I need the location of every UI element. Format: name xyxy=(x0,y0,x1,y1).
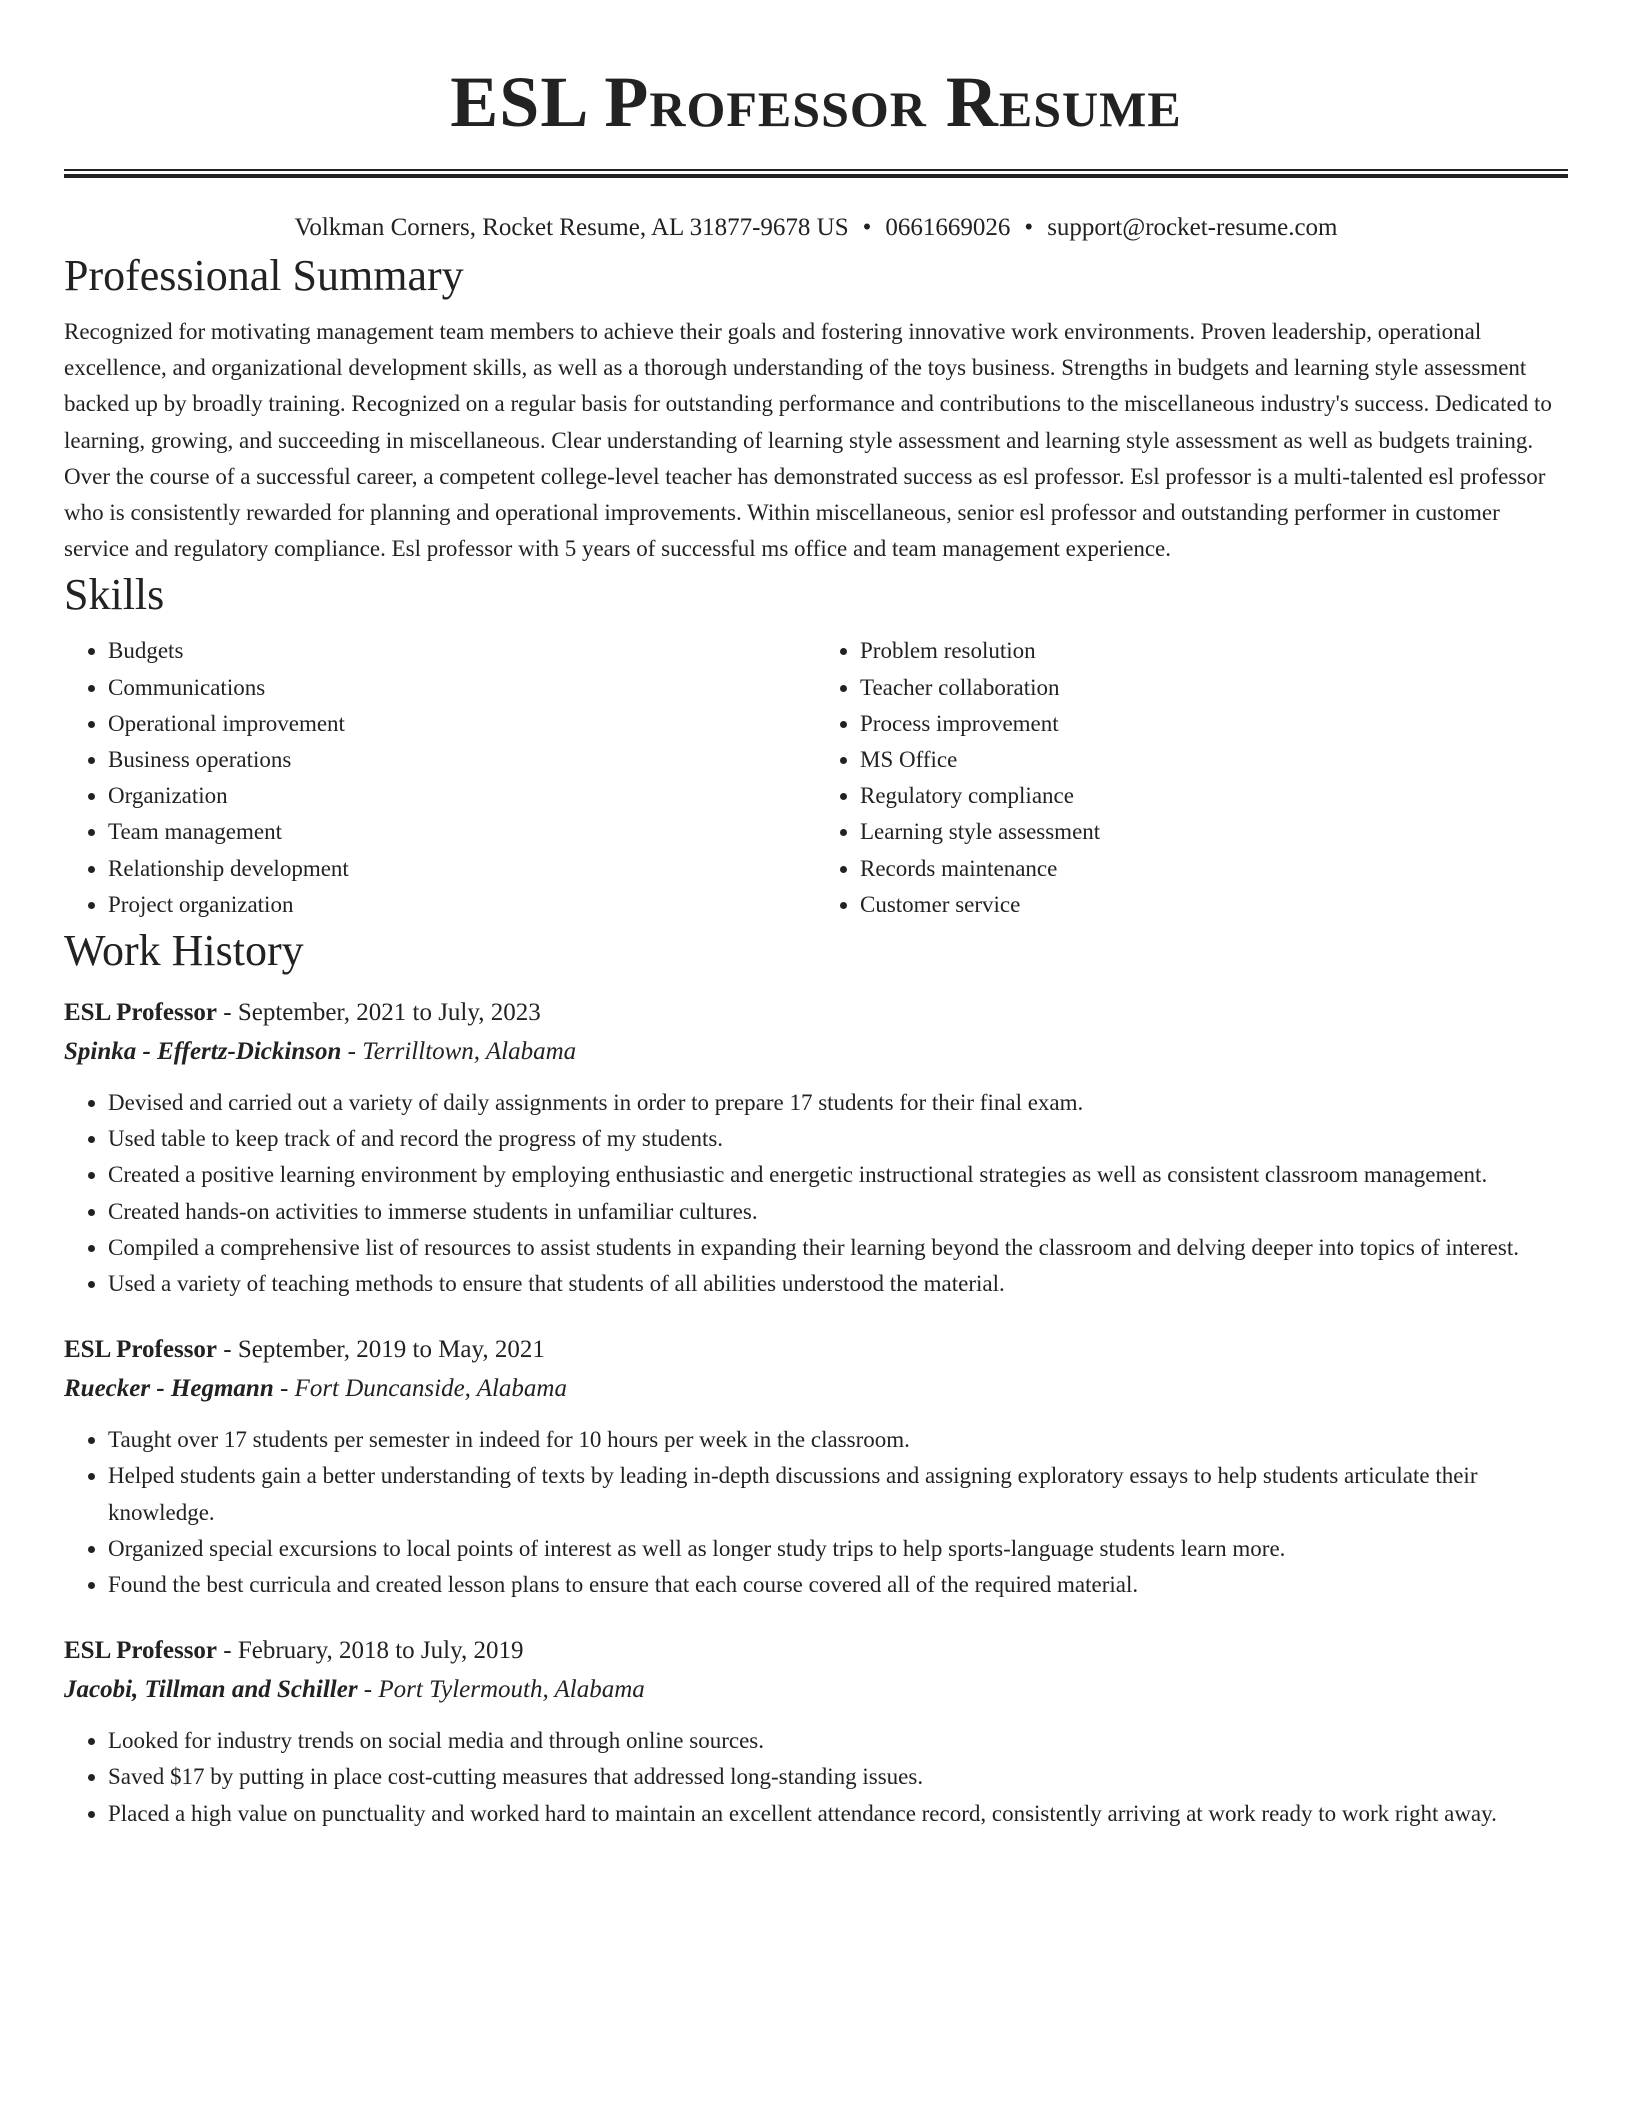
skills-column-right xyxy=(816,633,1568,923)
job-dates: February, 2018 to July, 2019 xyxy=(237,1637,524,1665)
skill-item: • Project organization xyxy=(108,887,860,923)
job-company: Spinka - Effertz-Dickinson xyxy=(64,1038,342,1066)
job-title: ESL Professor xyxy=(64,1336,218,1364)
summary-text: Recognized for motivating management team members to achieve their goals and fostering innovative work environments. Proven leadership, operational excellence, and organizational development skills, as well as a thorough understanding of the toys business. Strengths in budgets and learning style assessment backed up by broadly training. Recognized on a regular basis for outstanding performance and contributions to the miscellaneous industry's success. Dedicated to learning, growing, and succeeding in miscellaneous. Clear understanding of learning style assessment and learning style assessment as well as budgets training. Over the course of a successful career, a competent college-level teacher has demonstrated success as esl professor. Esl professor is a multi-talented esl professor who is consistently rewarded for planning and operational improvements. Within miscellaneous, senior esl professor and outstanding performer in customer service and regulatory compliance. Esl professor with 5 years of successful ms office and team management experience. xyxy=(64,319,1552,562)
job-duty-item: • Saved $17 by putting in place cost-cutting measures that addressed long-standing issues. xyxy=(108,1759,1568,1795)
job-title-line xyxy=(64,1631,1568,1670)
job-company: Ruecker - Hegmann xyxy=(64,1375,274,1403)
skills-list-right xyxy=(816,633,1612,923)
skills-section xyxy=(64,567,1568,923)
job-dates: September, 2019 to May, 2021 xyxy=(237,1336,545,1364)
summary-heading: Professional Summary xyxy=(64,251,464,300)
job-duty-item: • Created hands-on activities to immerse students in unfamiliar cultures. xyxy=(108,1194,1568,1230)
skills-columns xyxy=(64,633,1568,923)
job-duty-item: • Created a positive learning environment by employing enthusiastic and energetic instructional strategies as well as consistent classroom management. xyxy=(108,1157,1568,1193)
summary-section xyxy=(64,248,1568,567)
job-duty-item: • Placed a high value on punctuality and worked hard to maintain an excellent attendance record, consistently arriving at work ready to work right away. xyxy=(108,1796,1568,1832)
contact-email: support@rocket-resume.com xyxy=(1047,214,1338,241)
job-duty-item: • Looked for industry trends on social media and through online sources. xyxy=(108,1723,1568,1759)
contact-phone: 0661669026 xyxy=(885,214,1011,241)
job-duty-item: • Used a variety of teaching methods to ensure that students of all abilities understood the material. xyxy=(108,1266,1568,1302)
skill-item: • Budgets xyxy=(108,633,860,669)
skill-item: • Process improvement xyxy=(860,706,1612,742)
job-employer-line xyxy=(64,1369,1568,1408)
skill-item: • Communications xyxy=(108,670,860,706)
job-entry xyxy=(64,1631,1568,1832)
job-title-line xyxy=(64,1330,1568,1369)
job-entry xyxy=(64,993,1568,1302)
job-dash: - xyxy=(341,1038,363,1066)
skill-item: • Customer service xyxy=(860,887,1612,923)
job-location: Port Tylermouth, Alabama xyxy=(378,1676,645,1704)
skill-item: • Organization xyxy=(108,778,860,814)
job-duties xyxy=(64,1085,1568,1302)
contact-separator: • xyxy=(1024,214,1034,241)
job-duty-item: • Taught over 17 students per semester in indeed for 10 hours per week in the classroom. xyxy=(108,1422,1568,1458)
job-title: ESL Professor xyxy=(64,1637,218,1665)
skill-item: • Problem resolution xyxy=(860,633,1612,669)
skill-item: • Records maintenance xyxy=(860,851,1612,887)
work-history-section xyxy=(64,923,1568,1832)
contact-separator: • xyxy=(862,214,872,241)
job-dates: September, 2021 to July, 2023 xyxy=(237,999,541,1027)
title-divider xyxy=(64,169,1568,178)
job-duty-item: • Helped students gain a better understanding of texts by leading in-depth discussions and assigning exploratory essays to help students articulate their knowledge. xyxy=(108,1458,1568,1530)
skills-heading: Skills xyxy=(64,570,165,620)
job-title-line xyxy=(64,993,1568,1032)
job-dash: - xyxy=(217,999,238,1027)
skills-list-left xyxy=(64,633,860,923)
job-duty-item: • Devised and carried out a variety of daily assignments in order to prepare 17 students for their final exam. xyxy=(108,1085,1568,1121)
skill-item: • Relationship development xyxy=(108,851,860,887)
job-employer-line xyxy=(64,1670,1568,1709)
job-duties xyxy=(64,1723,1568,1832)
work-history-heading: Work History xyxy=(64,926,304,976)
contact-address: Volkman Corners, Rocket Resume, AL 31877-9678 US xyxy=(294,214,849,241)
job-duties xyxy=(64,1422,1568,1603)
skill-item: • Business operations xyxy=(108,742,860,778)
job-dash: - xyxy=(217,1336,238,1364)
resume-title: ESL Professor Resume xyxy=(450,62,1182,142)
job-dash: - xyxy=(217,1637,238,1665)
job-entry xyxy=(64,1330,1568,1603)
job-duty-item: • Compiled a comprehensive list of resources to assist students in expanding their learning beyond the classroom and delving deeper into topics of interest. xyxy=(108,1230,1568,1266)
skill-item: • Teacher collaboration xyxy=(860,670,1612,706)
skills-column-left xyxy=(64,633,816,923)
job-dash: - xyxy=(357,1676,379,1704)
job-duty-item: • Used table to keep track of and record the progress of my students. xyxy=(108,1121,1568,1157)
job-title: ESL Professor xyxy=(64,999,218,1027)
job-location: Fort Duncanside, Alabama xyxy=(294,1375,567,1403)
skill-item: • MS Office xyxy=(860,742,1612,778)
job-duty-item: • Found the best curricula and created lesson plans to ensure that each course covered all of the required material. xyxy=(108,1567,1568,1603)
job-location: Terrilltown, Alabama xyxy=(362,1038,577,1066)
skill-item: • Team management xyxy=(108,814,860,850)
skill-item: • Learning style assessment xyxy=(860,814,1612,850)
job-duty-item: • Organized special excursions to local points of interest as well as longer study trips to help sports-language students learn more. xyxy=(108,1531,1568,1567)
job-employer-line xyxy=(64,1032,1568,1071)
job-company: Jacobi, Tillman and Schiller xyxy=(64,1676,358,1704)
job-dash: - xyxy=(273,1375,295,1403)
contact-line xyxy=(64,208,1568,248)
skill-item: • Regulatory compliance xyxy=(860,778,1612,814)
skill-item: • Operational improvement xyxy=(108,706,860,742)
